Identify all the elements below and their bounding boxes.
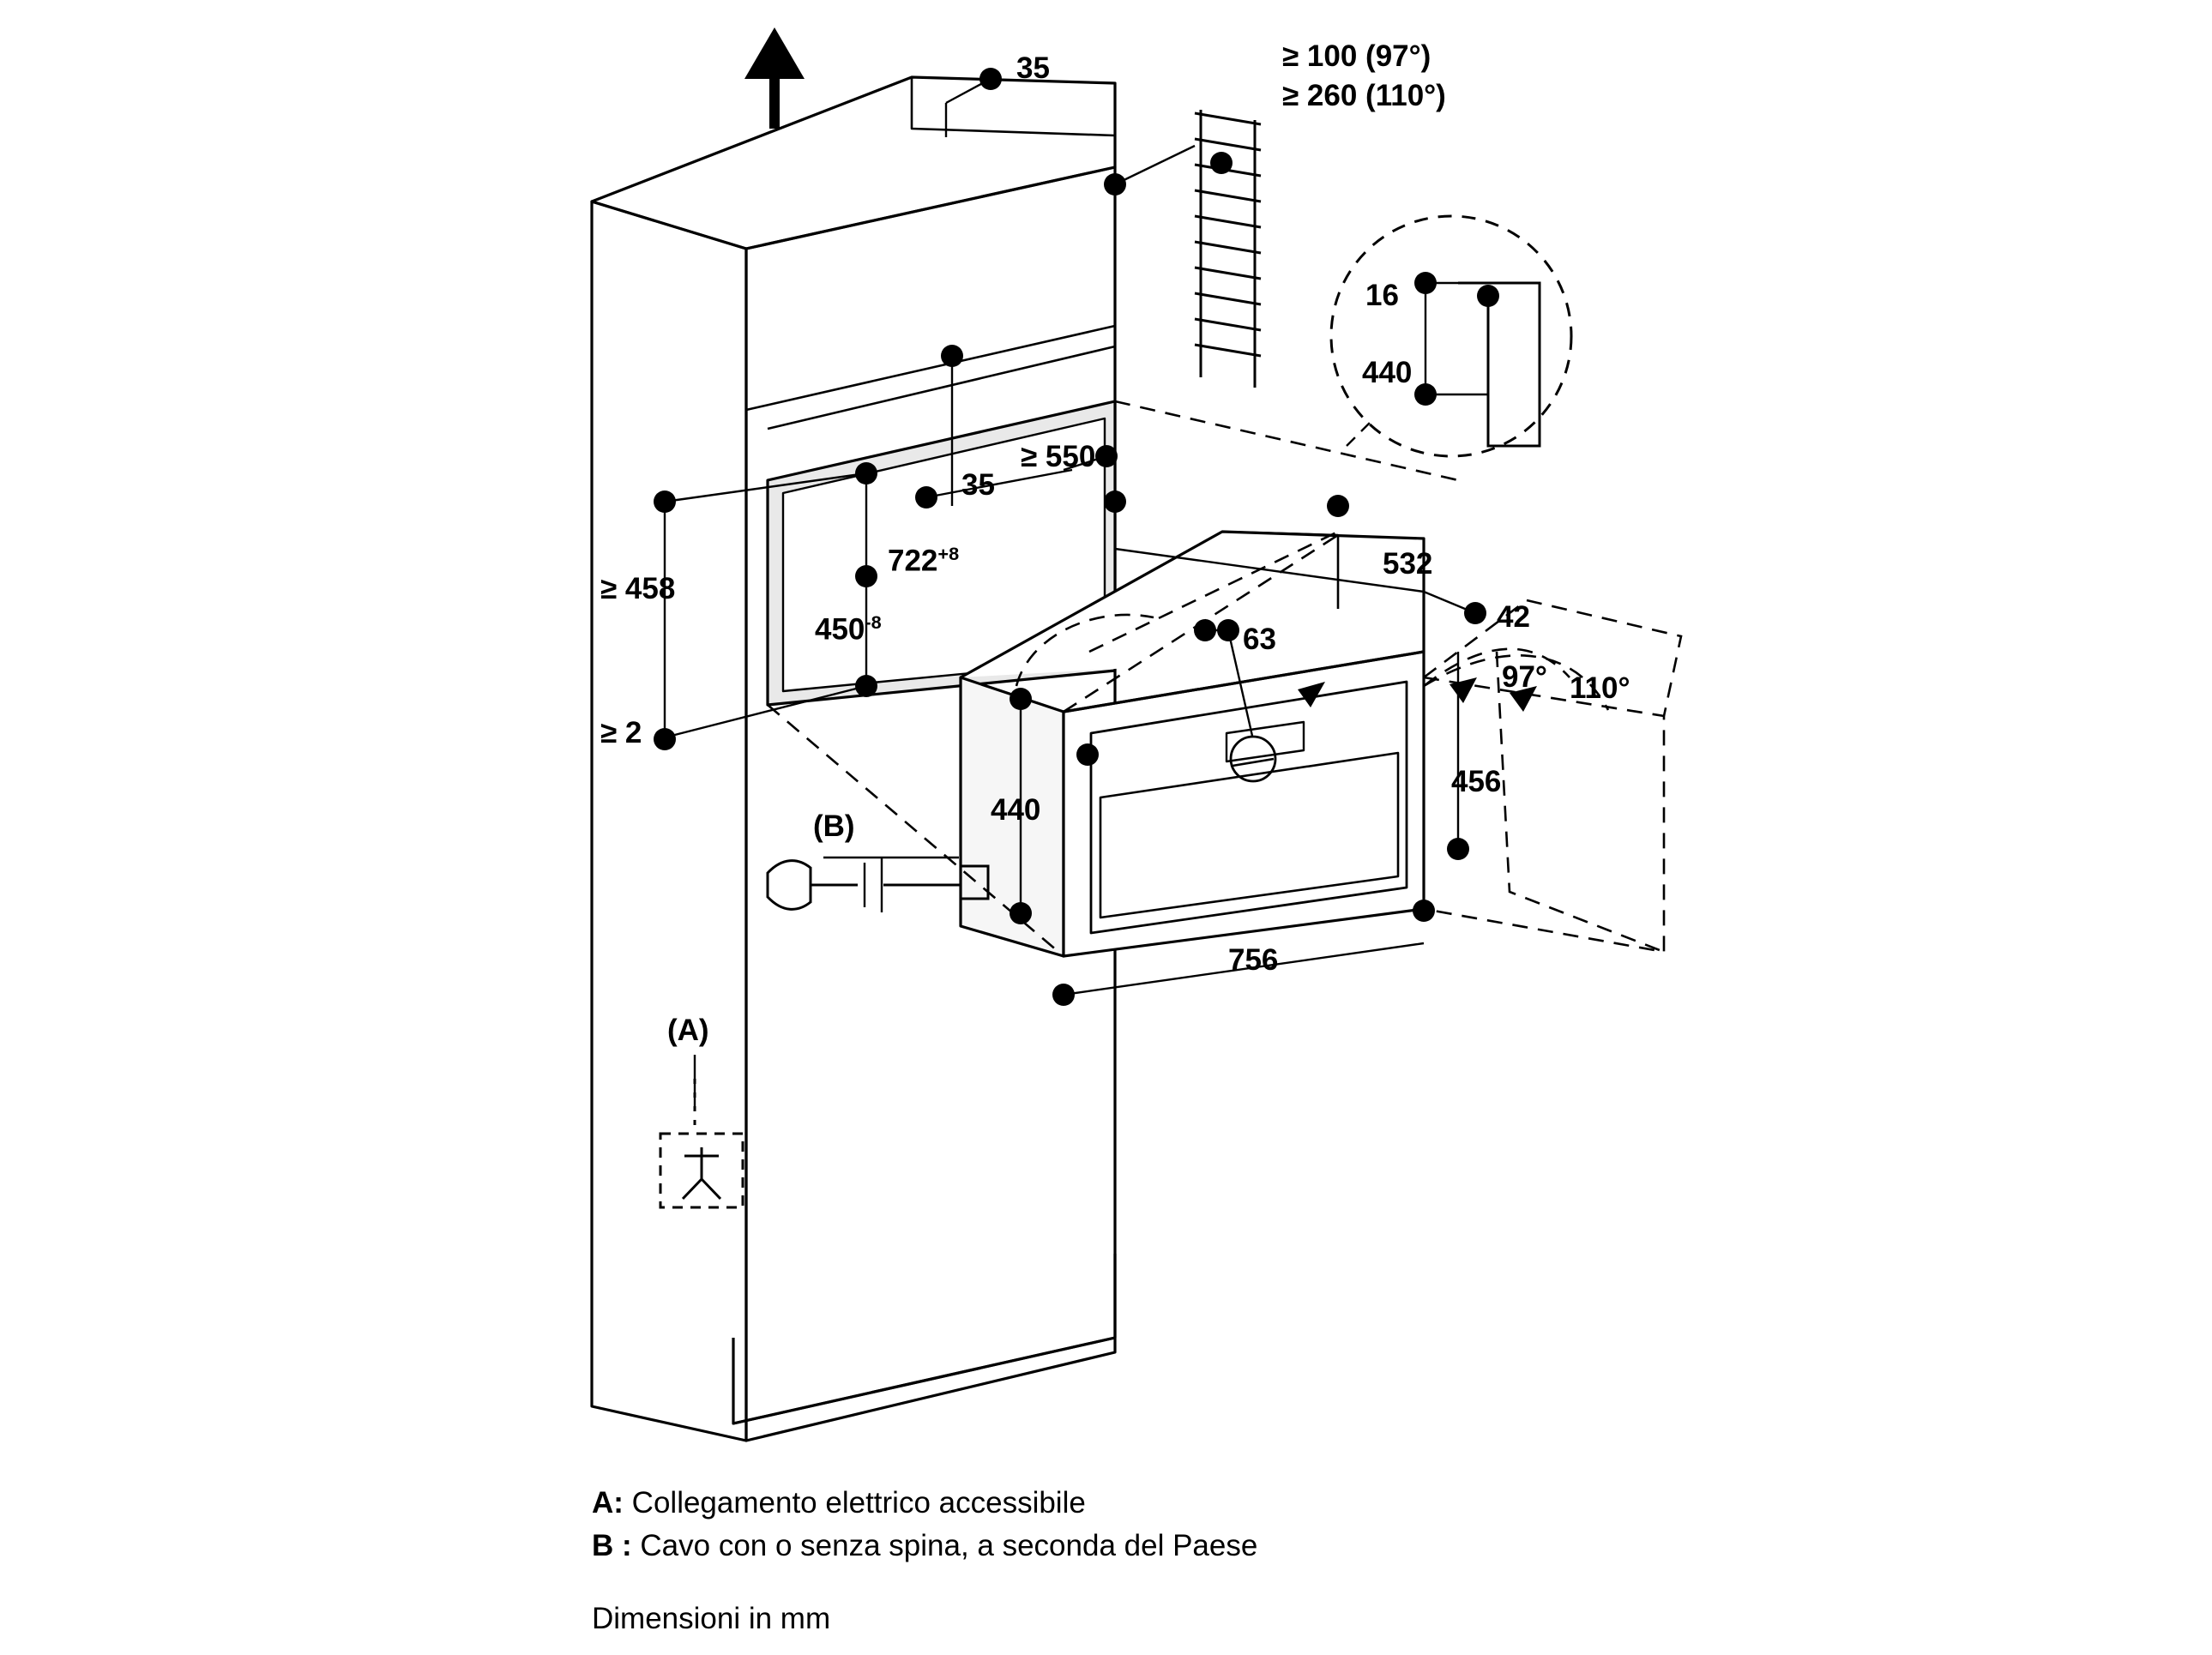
units-note: Dimensioni in mm (592, 1602, 831, 1635)
dim-gap-2: ≥ 2 (600, 716, 642, 749)
socket-symbol (660, 1079, 743, 1207)
legend-row-a (592, 1482, 1257, 1525)
legend-text-a: Collegamento elettrico accessibile (631, 1486, 1086, 1520)
dim-width-722 (888, 544, 959, 579)
marker-a-label: (A) (667, 1014, 709, 1047)
dim-width-722-value: 722 (888, 544, 938, 578)
marker-b-label: (B) (813, 809, 855, 843)
legend (592, 1482, 1257, 1567)
dim-width-722-tolerance: +8 (937, 543, 960, 564)
legend-row-b (592, 1525, 1257, 1568)
dim-niche-550: ≥ 550 (1021, 440, 1096, 473)
dim-appliance-756: 756 (1228, 943, 1279, 977)
dim-front-35: 35 (961, 468, 995, 502)
detail-callout (1331, 216, 1571, 456)
vent-hatching (1115, 110, 1261, 388)
power-cable (768, 858, 988, 912)
dim-appliance-440: 440 (991, 793, 1041, 827)
dim-appliance-456: 456 (1451, 765, 1502, 798)
dim-detail-16: 16 (1365, 279, 1399, 312)
dim-height-450-value: 450 (815, 612, 865, 647)
dim-depth-532: 532 (1383, 547, 1433, 581)
dim-offset-42: 42 (1497, 600, 1530, 634)
dim-angle-110: 110° (1570, 671, 1630, 705)
legend-key-a: A: (592, 1486, 624, 1520)
airflow-arrow (744, 27, 805, 129)
legend-key-b: B : (592, 1528, 632, 1562)
dim-height-450 (815, 612, 882, 647)
dim-height-458: ≥ 458 (600, 572, 676, 605)
dim-angle-97: 97° (1502, 660, 1547, 694)
dim-clearance-100: ≥ 100 (97°) (1282, 39, 1431, 73)
dim-handle-63: 63 (1243, 623, 1276, 656)
dim-detail-440: 440 (1362, 356, 1413, 389)
dim-clearance-260: ≥ 260 (110°) (1282, 79, 1446, 112)
legend-text-b: Cavo con o senza spina, a seconda del Paese (640, 1528, 1258, 1562)
dim-height-450-tolerance: -8 (865, 611, 882, 633)
dim-top-depth: 35 (1016, 51, 1050, 85)
